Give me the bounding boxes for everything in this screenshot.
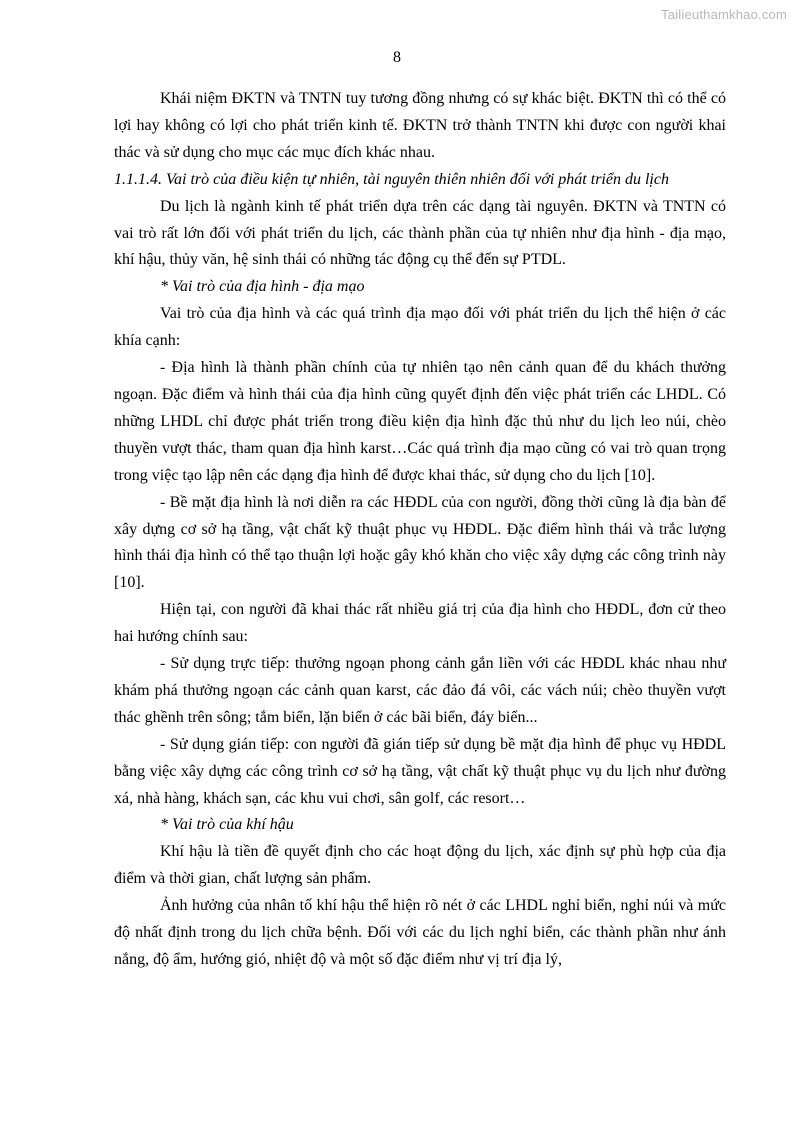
section-heading: 1.1.1.4. Vai trò của điều kiện tự nhiên, tài nguyên thiên nhiên đối với phát triển du lịch bbox=[114, 170, 669, 188]
paragraph-terrain-surface: - Bề mặt địa hình là nơi diễn ra các HĐDL của con người, đồng thời cũng là địa bàn để xây dựng cơ sở hạ tầng, vật chất kỹ thuật phục vụ HĐDL. Đặc điểm hình thái và trắc lượng hình thái địa hình có thể tạo thuận lợi hoặc gây khó khăn cho việc xây dựng các công trình này [10]. bbox=[114, 493, 726, 592]
paragraph-terrain-usage: Hiện tại, con người đã khai thác rất nhiều giá trị của địa hình cho HĐDL, đơn cử theo hai hướng chính sau: bbox=[114, 601, 726, 646]
paragraph-intro: Du lịch là ngành kinh tế phát triển dựa trên các dạng tài nguyên. ĐKTN và TNTN có vai trò rất lớn đối với phát triển du lịch, các thành phần của tự nhiên như địa hình - địa mạo, khí hậu, thủy văn, hệ sinh thái có những tác động cụ thể đến sự PTDL. bbox=[114, 197, 726, 269]
document-body bbox=[114, 86, 726, 974]
subheading-climate: * Vai trò của khí hậu bbox=[160, 816, 294, 834]
watermark: Tailieuthamkhao.com bbox=[661, 7, 787, 22]
paragraph-definition: Khái niệm ĐKTN và TNTN tuy tương đồng nhưng có sự khác biệt. ĐKTN thì có thể có lợi hay không có lợi cho phát triển kinh tế. ĐKTN trở thành TNTN khi được con người khai thác và sử dụng cho mục các mục đích khác nhau. bbox=[114, 90, 726, 161]
paragraph-terrain-landscape: - Địa hình là thành phần chính của tự nhiên tạo nên cảnh quan để du khách thưởng ngoạn. Đặc điểm và hình thái của địa hình cũng quyết định đến việc phát triển các LHDL. Có những LHDL chỉ được phát triển trong điều kiện địa hình đặc thủ như du lịch leo núi, chèo thuyền vượt thác, tham quan địa hình karst…Các quá trình địa mạo cũng có vai trò quan trọng trong việc tạo lập nên các dạng địa hình để được khai thác, sử dụng cho du lịch [10]. bbox=[114, 359, 726, 484]
paragraph-direct-use: - Sử dụng trực tiếp: thưởng ngoạn phong cảnh gắn liền với các HĐDL khác nhau như khám phá thưởng ngoạn các cảnh quan karst, các đảo đá vôi, các vách núi; chèo thuyền vượt thác ghềnh trên sông; tắm biển, lặn biển ở các bãi biển, đáy biển... bbox=[114, 655, 726, 726]
paragraph-terrain-role: Vai trò của địa hình và các quá trình địa mạo đối với phát triển du lịch thể hiện ở các khía cạnh: bbox=[114, 305, 726, 350]
page-number: 8 bbox=[393, 49, 401, 66]
paragraph-climate-impact: Ảnh hưởng của nhân tố khí hậu thể hiện rõ nét ở các LHDL nghỉ biển, nghỉ núi và mức độ nhất định trong du lịch chữa bệnh. Đối với các du lịch nghỉ biển, các thành phần như ánh nắng, độ ẩm, hướng gió, nhiệt độ và một số đặc điểm như vị trí địa lý, bbox=[114, 897, 726, 968]
subheading-terrain: * Vai trò của địa hình - địa mạo bbox=[160, 278, 365, 296]
paragraph-climate-role: Khí hậu là tiền đề quyết định cho các hoạt động du lịch, xác định sự phù hợp của địa điểm và thời gian, chất lượng sản phẩm. bbox=[114, 843, 726, 888]
paragraph-indirect-use: - Sử dụng gián tiếp: con người đã gián tiếp sử dụng bề mặt địa hình để phục vụ HĐDL bằng việc xây dựng các công trình cơ sở hạ tầng, vật chất kỹ thuật phục vụ du lịch như đường xá, nhà hàng, khách sạn, các khu vui chơi, sân golf, các resort… bbox=[114, 735, 726, 807]
